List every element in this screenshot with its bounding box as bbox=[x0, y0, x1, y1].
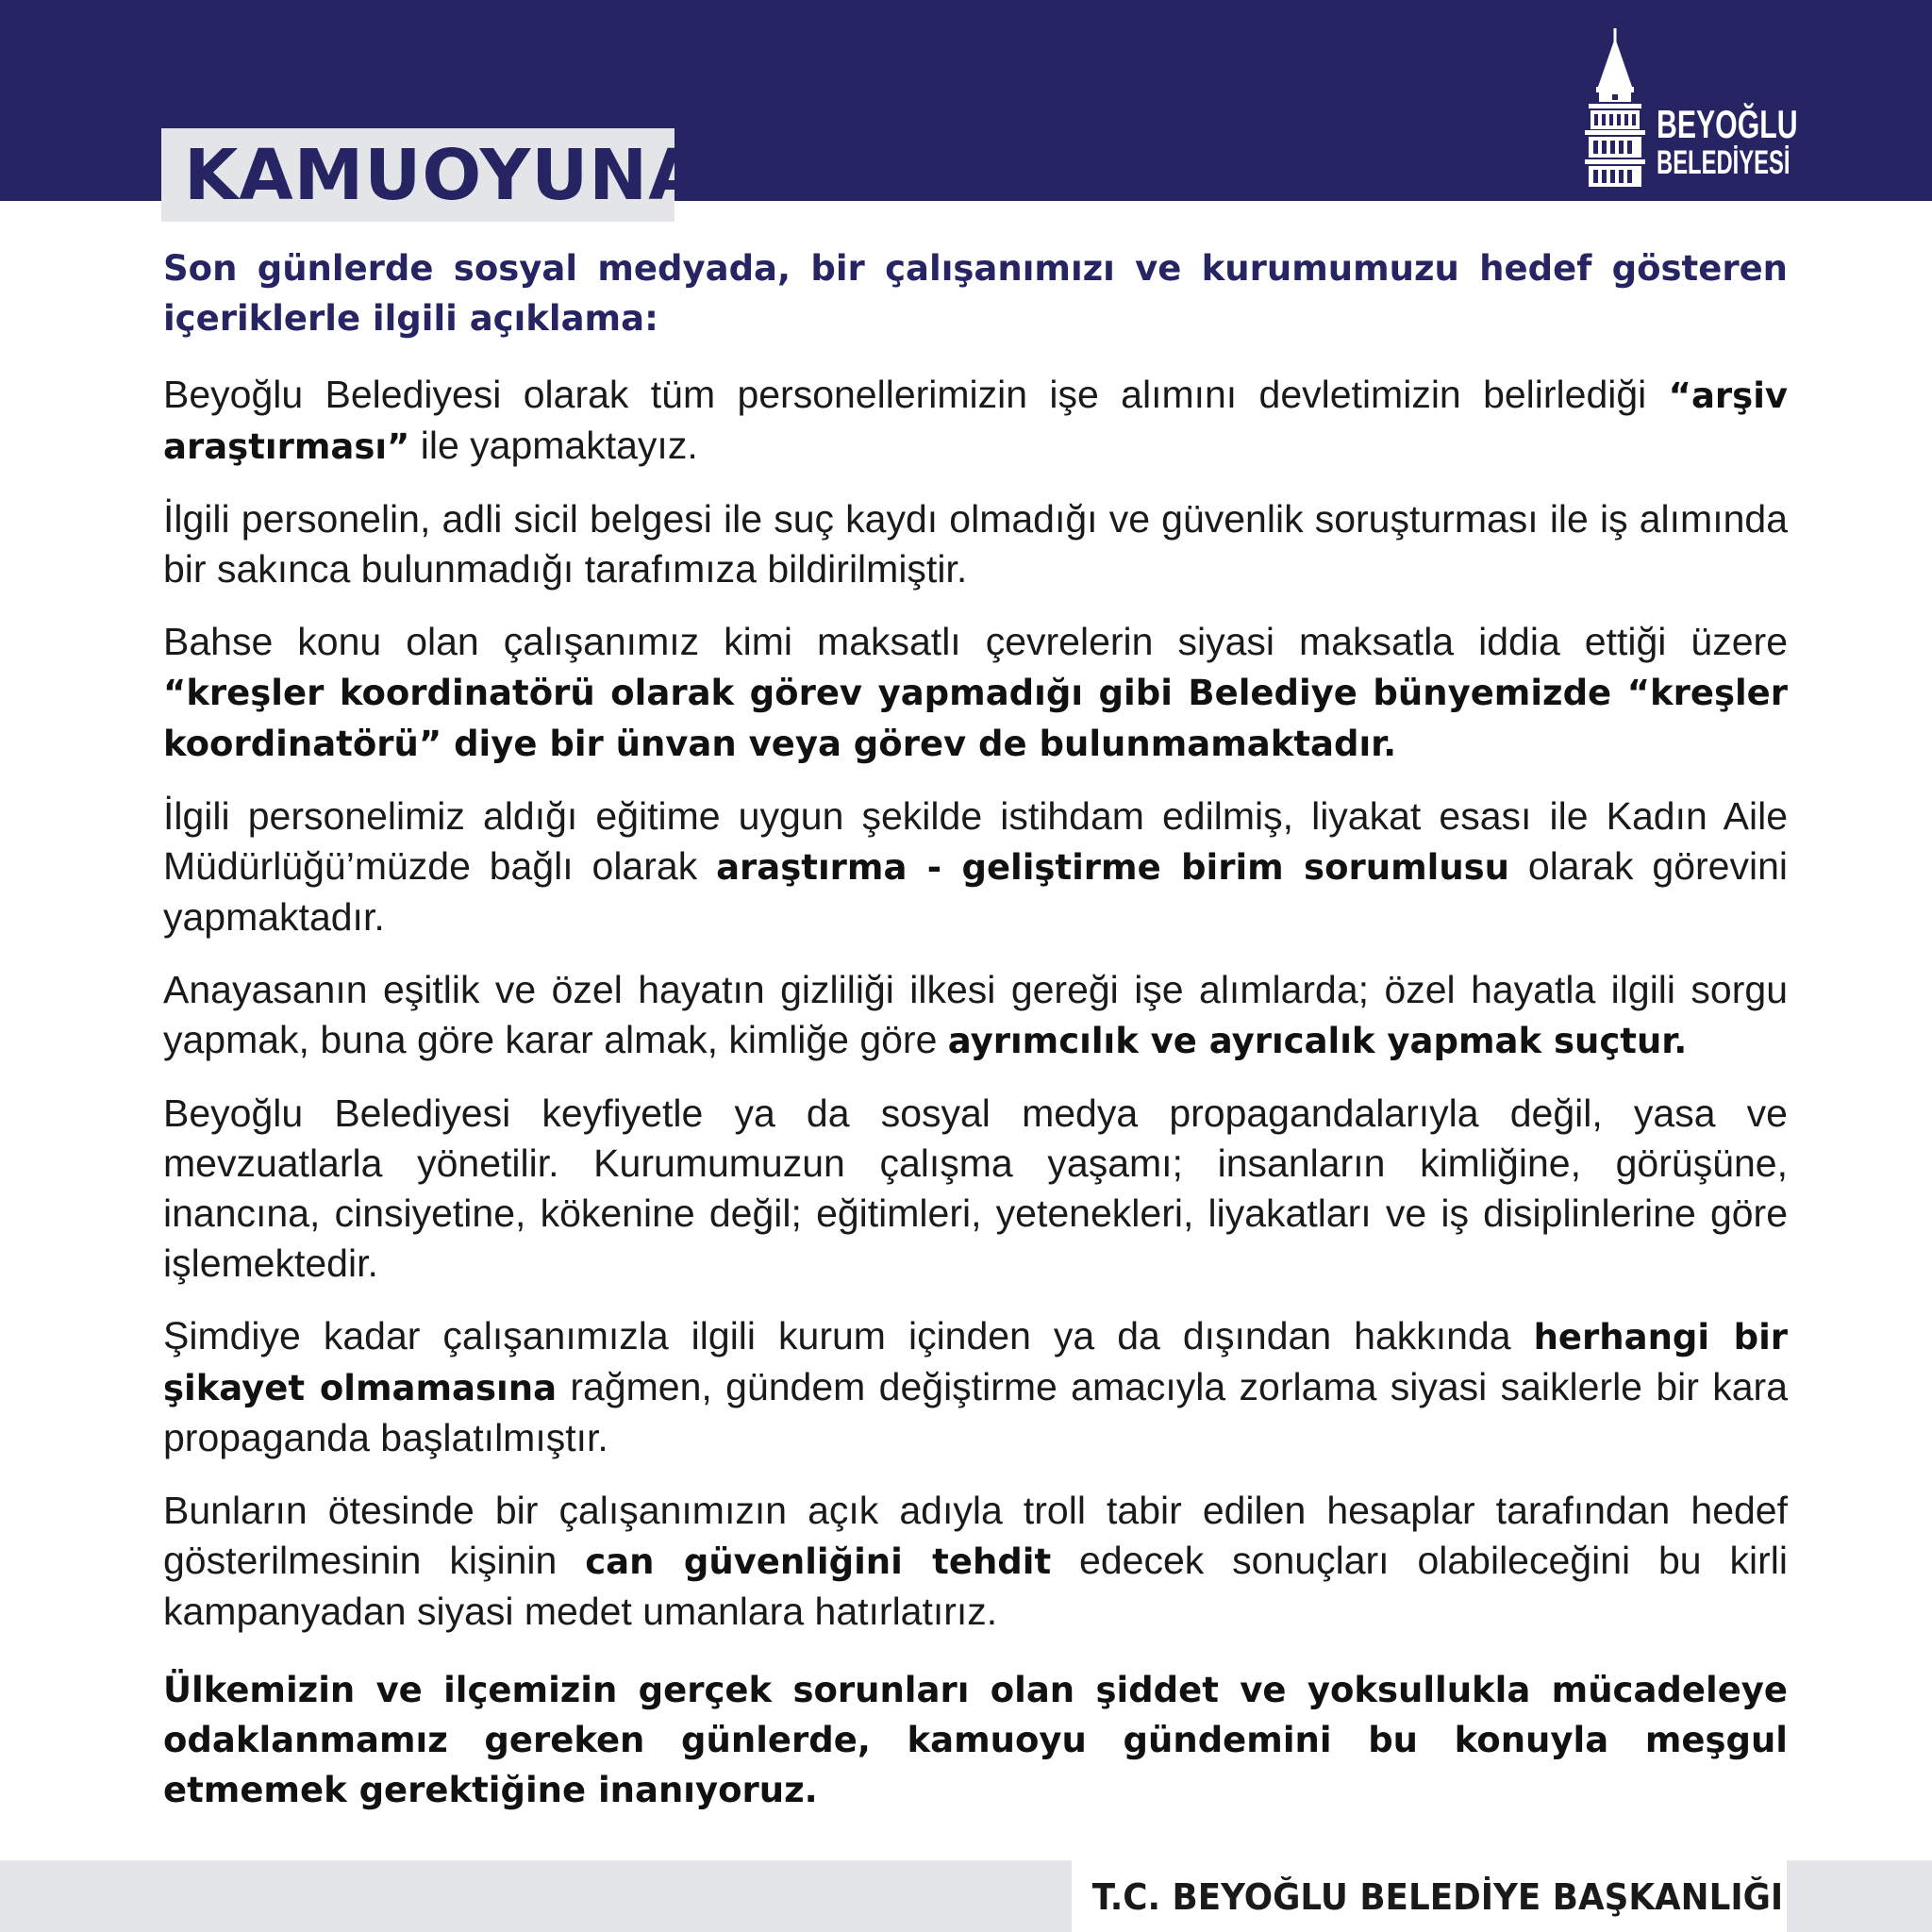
paragraph-3-text: Bahse konu olan çalışanımız kimi maksatlı çevrelerin siyasi maksatla iddia ettiği üzere bbox=[163, 620, 1788, 663]
paragraph-8-emphasis: can güvenliğini tehdit bbox=[585, 1541, 1052, 1582]
paragraph-6: Beyoğlu Belediyesi keyfiyetle ya da sosyal medya propagandalarıyla değil, yasa ve mevzuatlarla yönetilir. Kurumumuzun çalışma yaşamı; insanların kimliğine, görüşüne, inancına, cinsiyetine, kökenine değil; eğitimleri, yetenekleri, liyakatları ve iş disiplinlerine göre işlemektedir. bbox=[163, 1091, 1788, 1285]
beyoglu-logo bbox=[1577, 28, 1798, 189]
paragraph-4-text: İlgili personelimiz aldığı eğitime uygun şekilde istihdam edilmiş, liyakat esası ile Kadın Aile Müdürlüğü’müzde bağlı olarak bbox=[163, 794, 1788, 888]
paragraph-4-text-end: olarak görevini yapmaktadır. bbox=[163, 844, 1788, 939]
paragraph-2: İlgili personelin, adli sicil belgesi ile suç kaydı olmadığı ve güvenlik soruşturması ile iş alımında bir sakınca bulunmadığı tarafımıza bildirilmiştir. bbox=[163, 497, 1788, 591]
paragraph-1 bbox=[163, 370, 1788, 472]
paragraph-4-emphasis: araştırma - geliştirme birim sorumlusu bbox=[716, 847, 1510, 888]
paragraph-4 bbox=[163, 791, 1788, 942]
paragraph-7-emphasis: herhangi bir şikayet olmamasına bbox=[163, 1317, 1788, 1408]
paragraph-7-text: Şimdiye kadar çalışanımızla ilgili kurum içinden ya da dışından hakkında bbox=[163, 1314, 1534, 1357]
paragraph-7 bbox=[163, 1311, 1788, 1463]
paragraph-8-text: Bunların ötesinde bir çalışanımızın açık adıyla troll tabir edilen hesaplar tarafından hedef gösterilmesinin kişinin bbox=[163, 1489, 1788, 1582]
paragraph-1-text: Beyoğlu Belediyesi olarak tüm personellerimizin işe alımını devletimizin belirlediği bbox=[163, 373, 1669, 416]
statement-lead: Son günlerde sosyal medyada, bir çalışanımızı ve kurumumuzu hedef gösteren içeriklerle ilgili açıklama: bbox=[163, 248, 1788, 339]
paragraph-8 bbox=[163, 1486, 1788, 1637]
title-box bbox=[161, 128, 704, 222]
logo-wordmark-line1: BEYOĞLU bbox=[1657, 102, 1798, 146]
paragraph-5 bbox=[163, 965, 1788, 1066]
logo-wordmark-line2: BELEDİYESİ bbox=[1657, 144, 1790, 181]
paragraph-3 bbox=[163, 617, 1788, 769]
paragraph-8-text-end: edecek sonuçları olabileceğini bu kirli kampanyadan siyasi medet umanlara hatırlatırız. bbox=[163, 1539, 1788, 1633]
footer-signature-box bbox=[1072, 1860, 1787, 1932]
paragraph-3-emphasis: “kreşler koordinatörü olarak görev yapmadığı gibi Belediye bünyemizde “kreşler koordinatörü” diye bir ünvan veya görev de bulunmamaktadır. bbox=[163, 673, 1788, 764]
galata-tower-icon bbox=[1577, 28, 1653, 189]
footer-signature: T.C. BEYOĞLU BELEDİYE BAŞKANLIĞI bbox=[1091, 1876, 1783, 1918]
paragraph-5-emphasis: ayrımcılık ve ayrıcalık yapmak suçtur. bbox=[947, 1021, 1688, 1061]
paragraph-1-text-end: ile yapmaktayız. bbox=[409, 424, 698, 467]
closing-statement: Ülkemizin ve ilçemizin gerçek sorunları olan şiddet ve yoksullukla mücadeleye odaklanmamız gereken günlerde, kamuoyu gündemini bu konuyla meşgul etmemek gerektiğine inanıyoruz. bbox=[163, 1670, 1788, 1810]
page-title: KAMUOYUNA bbox=[184, 135, 704, 216]
paragraph-5-text: Anayasanın eşitlik ve özel hayatın gizliliği ilkesi gereği işe alımlarda; özel hayatla ilgili sorgu yapmak, buna göre karar almak, kimliğe göre bbox=[163, 968, 1788, 1061]
statement-body bbox=[163, 243, 1788, 1838]
paragraph-1-emphasis: “arşiv araştırması” bbox=[163, 375, 1788, 467]
paragraph-7-text-end: rağmen, gündem değiştirme amacıyla zorlama siyasi saiklerle bir kara propaganda başlatılmıştır. bbox=[163, 1365, 1788, 1459]
